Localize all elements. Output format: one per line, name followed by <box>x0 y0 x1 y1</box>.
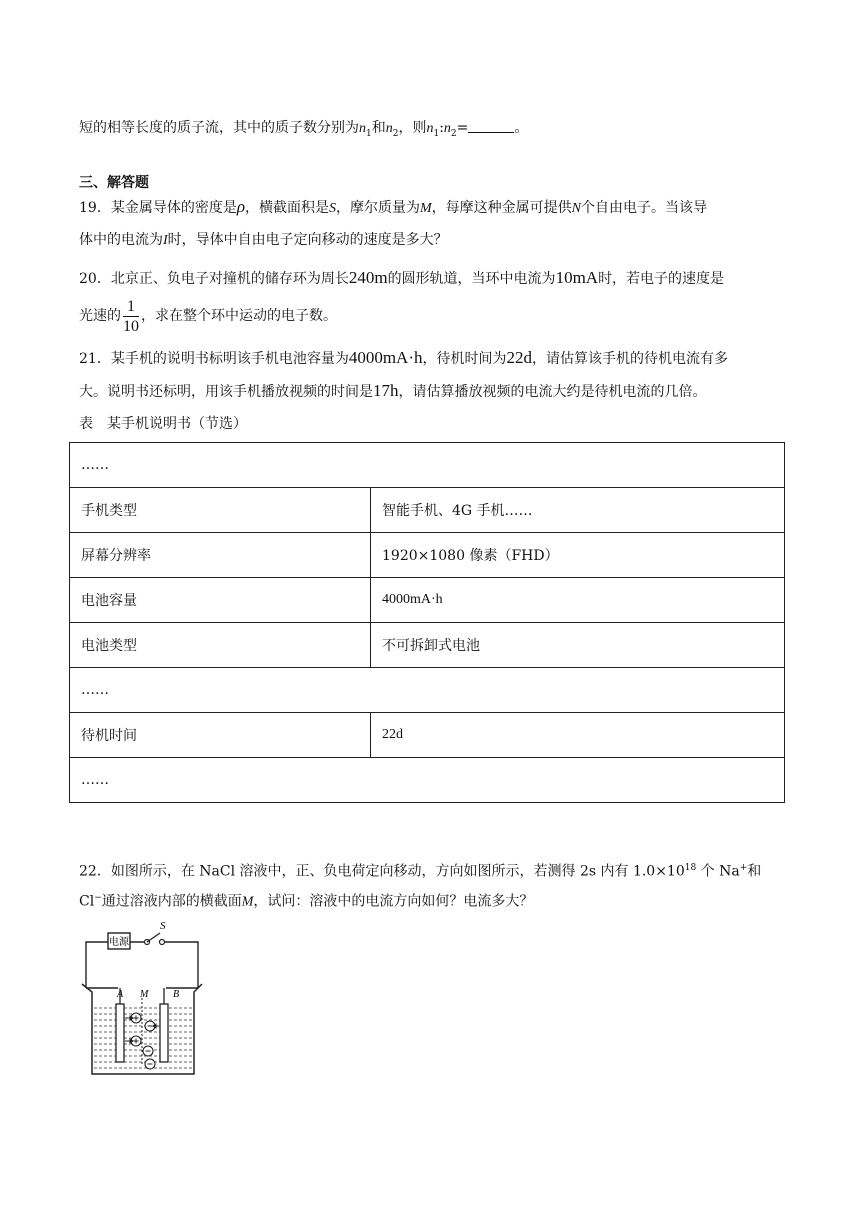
section-heading: 三、解答题 <box>79 175 149 191</box>
table-cell-value: 22d <box>371 713 785 758</box>
table-cell-ellipsis: …… <box>70 443 785 488</box>
switch-label: S <box>160 920 166 932</box>
q20-line2: 光速的 $\frac{1}{10}$ ，求在整个环中运动的电子数。 <box>79 297 337 335</box>
q22-line1: 22．如图所示，在 NaCl 溶液中，正、负电荷定向移动，方向如图所示，若测得 2s 内有 $1.0\times 10^{18}$ 个 Na+和 <box>79 863 762 880</box>
table-row <box>70 443 785 488</box>
label-a: A <box>117 989 124 1000</box>
electrolysis-figure <box>78 918 206 1080</box>
table-cell-ellipsis: …… <box>70 758 785 803</box>
q21-line2: 大。说明书还标明，用该手机播放视频的时间是17h，请估算播放视频的电流大约是待机电流的几倍。 <box>79 381 707 400</box>
table-cell-label: 电池类型 <box>70 623 371 668</box>
table-row <box>70 488 785 533</box>
table-row <box>70 668 785 713</box>
q20-line1: 20．北京正、负电子对撞机的储存环为周长240m的圆形轨道，当环中电流为10mA时，若电子的速度是 <box>79 268 725 287</box>
switch-contact <box>160 940 165 945</box>
answer-blank <box>468 120 514 133</box>
q21-line1: 21．某手机的说明书标明该手机电池容量为4000mA·h，待机时间为22d，请估算该手机的待机电流有多 <box>79 348 728 367</box>
power-source-label: 电源 <box>109 937 129 948</box>
table-cell-label: 屏幕分辨率 <box>70 533 371 578</box>
table-cell-value: 1920×1080 像素（FHD） <box>371 533 785 578</box>
q19-line2: 体中的电流为I时，导体中自由电子定向移动的速度是多大？ <box>79 232 448 248</box>
table-cell-label: 待机时间 <box>70 713 371 758</box>
table-caption: 表 某手机说明书（节选） <box>79 416 247 432</box>
table-row <box>70 713 785 758</box>
q19-line1: 19．某金属导体的密度是ρ，横截面积是S，摩尔质量为M，每摩这种金属可提供N个自由电子。当该导 <box>79 197 708 216</box>
table-row <box>70 533 785 578</box>
phone-spec-table <box>69 442 785 803</box>
electrode-a <box>116 1004 124 1062</box>
table-row <box>70 758 785 803</box>
table-cell-value: 4000mA·h <box>371 578 785 623</box>
table-row <box>70 578 785 623</box>
electrode-b <box>160 1004 168 1062</box>
label-m: M <box>140 989 149 1000</box>
table-cell-label: 电池容量 <box>70 578 371 623</box>
q22-line2: Cl−通过溶液内部的横截面M，试问：溶液中的电流方向如何？电流多大？ <box>79 893 534 910</box>
solution <box>94 1008 192 1068</box>
table-cell-value: 不可拆卸式电池 <box>371 623 785 668</box>
table-row <box>70 623 785 668</box>
table-cell-label: 手机类型 <box>70 488 371 533</box>
table-cell-ellipsis: …… <box>70 668 785 713</box>
fraction-one-tenth: $\frac{1}{10}$ <box>123 297 139 335</box>
label-b: B <box>173 989 180 1000</box>
prev-question-line: 短的相等长度的质子流，其中的质子数分别为$n_1$和$n_2$，则$n_1:n_2=$ 。 <box>79 120 529 139</box>
switch-lever <box>147 933 160 942</box>
table-cell-value: 智能手机、4G 手机…… <box>371 488 785 533</box>
